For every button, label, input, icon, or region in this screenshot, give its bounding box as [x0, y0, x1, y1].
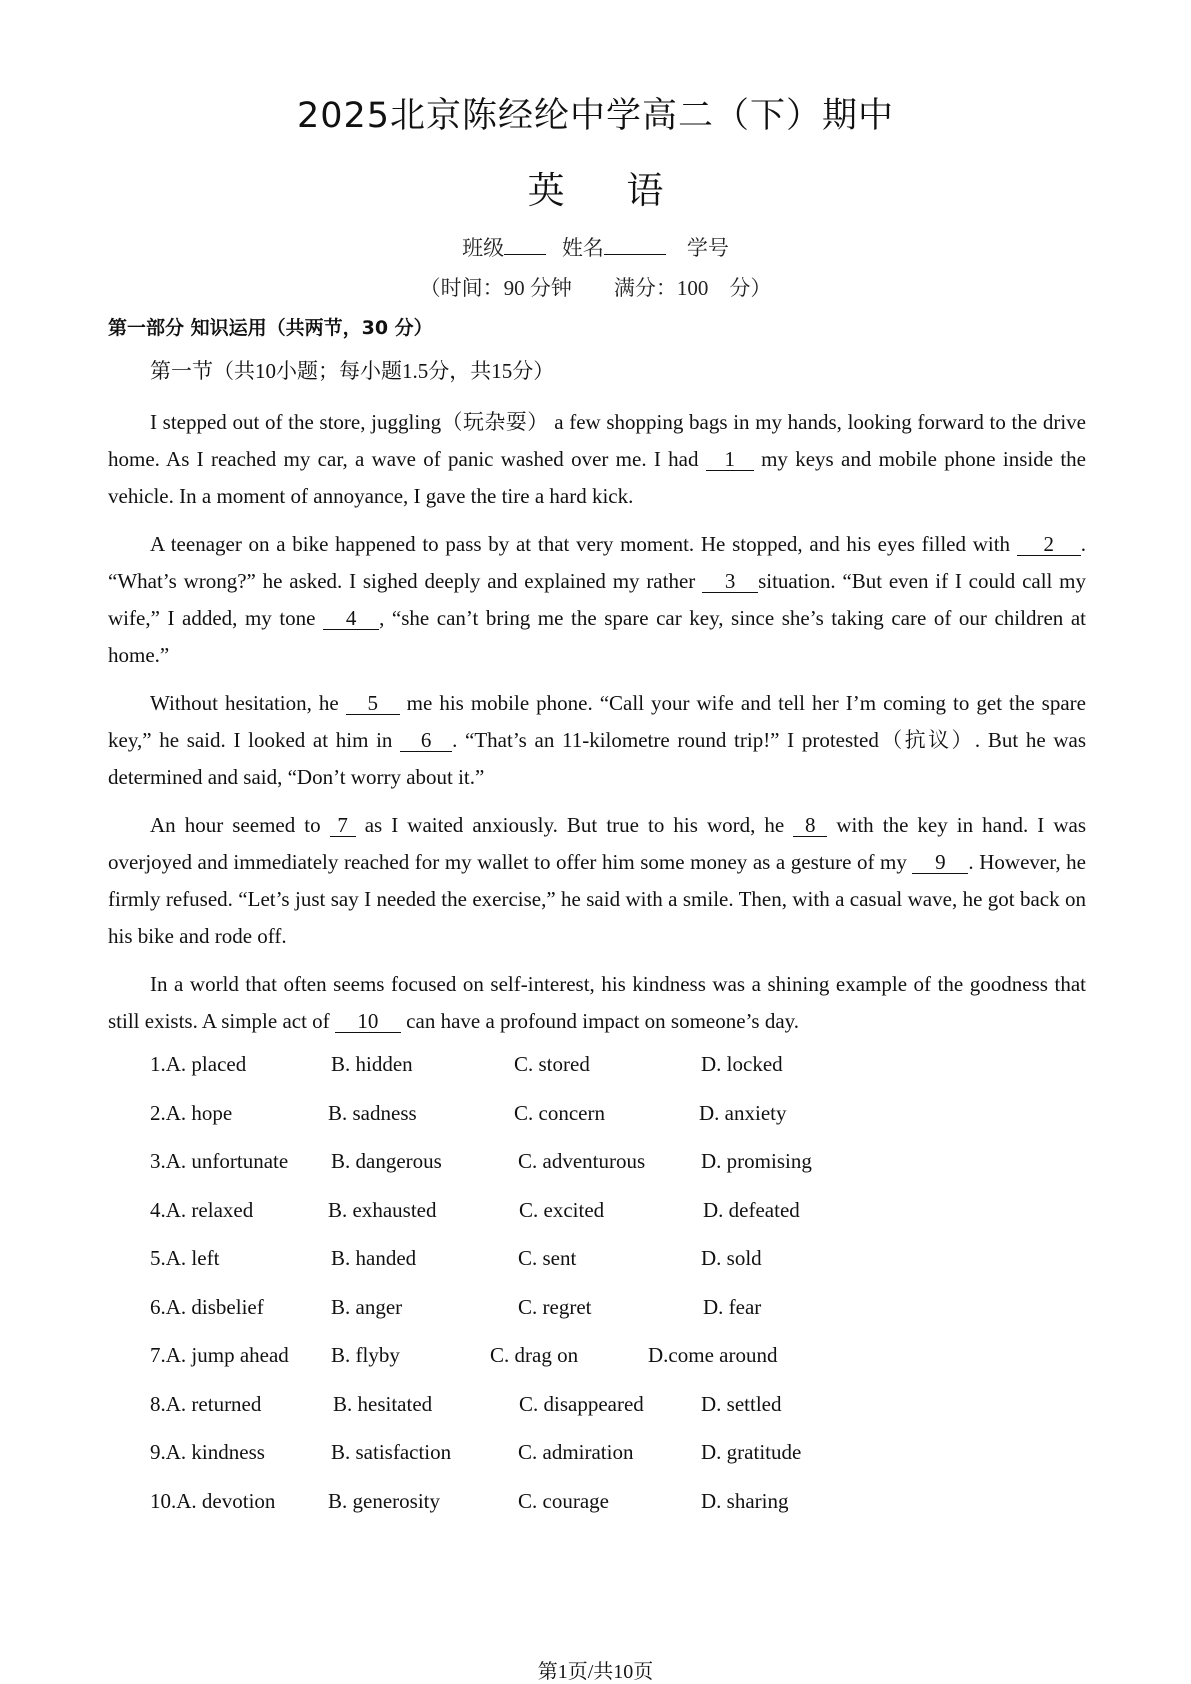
option-10b[interactable]: B. generosity	[328, 1488, 440, 1513]
option-4a[interactable]: 4.A. relaxed	[150, 1197, 254, 1222]
time-info: （时间：90 分钟 满分：100 分）	[419, 276, 772, 300]
blank-9[interactable]: 9	[912, 851, 968, 874]
option-3b[interactable]: B. dangerous	[331, 1149, 442, 1173]
paragraph-5: In a world that often seems focused on self-interest, his kindness was a shining example of the goodness that still exists. A simple act of 10 can have a profound impact on someone’s day.	[108, 972, 1086, 1033]
option-5a[interactable]: 5.A. left	[150, 1246, 220, 1270]
option-10c[interactable]: C. courage	[518, 1488, 609, 1513]
option-8b[interactable]: B. hesitated	[333, 1391, 433, 1416]
option-9b[interactable]: B. satisfaction	[331, 1440, 452, 1464]
exam-title: 2025北京陈经纶中学高二（下）期中	[296, 96, 895, 136]
option-1d[interactable]: D. locked	[701, 1052, 783, 1076]
option-6d[interactable]: D. fear	[703, 1294, 762, 1319]
option-2c[interactable]: C. concern	[514, 1100, 605, 1125]
blank-3[interactable]: 3	[702, 570, 758, 593]
cloze-passage	[108, 404, 1086, 1051]
option-4c[interactable]: C. excited	[519, 1197, 605, 1222]
page-number: 第1页/共10页	[537, 1661, 654, 1683]
paragraph-2: A teenager on a bike happened to pass by at that very moment. He stopped, and his eyes filled with 2 . “What’s wrong?” he asked. I sighed deeply and explained my rather 3 situation. “But even if I could call my wife,” I added, my tone 4 , “she can’t bring me the spare car key, since she’s taking care of our children at home.”	[108, 532, 1086, 667]
student-info-line	[0, 232, 1191, 262]
blank-7[interactable]: 7	[330, 814, 356, 837]
subject-title: 英 语	[527, 169, 664, 212]
option-1a[interactable]: 1.A. placed	[150, 1052, 247, 1076]
id-label: 学号	[686, 236, 729, 260]
option-6a[interactable]: 6.A. disbelief	[150, 1294, 264, 1319]
option-1c[interactable]: C. stored	[514, 1052, 590, 1076]
option-7b[interactable]: B. flyby	[331, 1343, 400, 1367]
option-8d[interactable]: D. settled	[701, 1391, 782, 1416]
blank-2[interactable]: 2	[1017, 533, 1081, 556]
option-6b[interactable]: B. anger	[331, 1294, 403, 1319]
class-label: 班级	[462, 236, 505, 260]
option-5d[interactable]: D. sold	[701, 1246, 762, 1270]
name-field[interactable]	[604, 236, 666, 255]
blank-4[interactable]: 4	[323, 607, 379, 630]
option-4d[interactable]: D. defeated	[703, 1197, 800, 1222]
option-6c[interactable]: C. regret	[518, 1294, 592, 1319]
blank-10[interactable]: 10	[335, 1010, 401, 1033]
option-9a[interactable]: 9.A. kindness	[150, 1440, 265, 1464]
option-7a[interactable]: 7.A. jump ahead	[150, 1343, 289, 1367]
option-4b[interactable]: B. exhausted	[328, 1197, 437, 1222]
paragraph-3: Without hesitation, he 5 me his mobile phone. “Call your wife and tell her I’m coming to get the spare key,” he said. I looked at him in 6 . “That’s an 11-kilometre round trip!” I protested（抗议）. But he was determined and said, “Don’t worry about it.”	[108, 691, 1087, 789]
option-9d[interactable]: D. gratitude	[701, 1440, 802, 1464]
section-title: 第一节（共10小题；每小题1.5分，共15分）	[150, 359, 555, 383]
blank-8[interactable]: 8	[793, 814, 827, 837]
option-2a[interactable]: 2.A. hope	[150, 1100, 233, 1125]
part-title: 第一部分 知识运用（共两节，30 分）	[108, 317, 433, 339]
option-5b[interactable]: B. handed	[331, 1246, 417, 1270]
class-field[interactable]	[504, 236, 546, 255]
option-5c[interactable]: C. sent	[518, 1246, 577, 1270]
blank-6[interactable]: 6	[400, 729, 452, 752]
option-1b[interactable]: B. hidden	[331, 1052, 413, 1076]
option-2b[interactable]: B. sadness	[328, 1100, 417, 1125]
option-10a[interactable]: 10.A. devotion	[150, 1488, 276, 1513]
option-7c[interactable]: C. drag on	[490, 1343, 579, 1367]
option-3a[interactable]: 3.A. unfortunate	[150, 1149, 289, 1173]
blank-1[interactable]: 1	[706, 448, 754, 471]
paragraph-4: An hour seemed to 7 as I waited anxiously. But true to his word, he 8 with the key in hand. I was overjoyed and immediately reached for my wallet to offer him some money as a gesture of my 9 . However, he firmly refused. “Let’s just say I needed the exercise,” he said with a smile. Then, with a casual wave, he got back on his bike and rode off.	[108, 813, 1087, 948]
option-3c[interactable]: C. adventurous	[518, 1149, 646, 1173]
option-8c[interactable]: C. disappeared	[519, 1391, 644, 1416]
option-2d[interactable]: D. anxiety	[699, 1100, 787, 1125]
blank-5[interactable]: 5	[346, 692, 400, 715]
paragraph-1: I stepped out of the store, juggling（玩杂耍） a few shopping bags in my hands, looking forward to the drive home. As I reached my car, a wave of panic washed over me. I had 1 my keys and mobile phone inside the vehicle. In a moment of annoyance, I gave the tire a hard kick.	[108, 410, 1086, 508]
option-8a[interactable]: 8.A. returned	[150, 1391, 262, 1416]
option-3d[interactable]: D. promising	[701, 1149, 812, 1173]
option-7d[interactable]: D.come around	[648, 1343, 778, 1367]
name-label: 姓名	[561, 236, 604, 260]
option-10d[interactable]: D. sharing	[701, 1488, 789, 1513]
option-9c[interactable]: C. admiration	[518, 1440, 634, 1464]
